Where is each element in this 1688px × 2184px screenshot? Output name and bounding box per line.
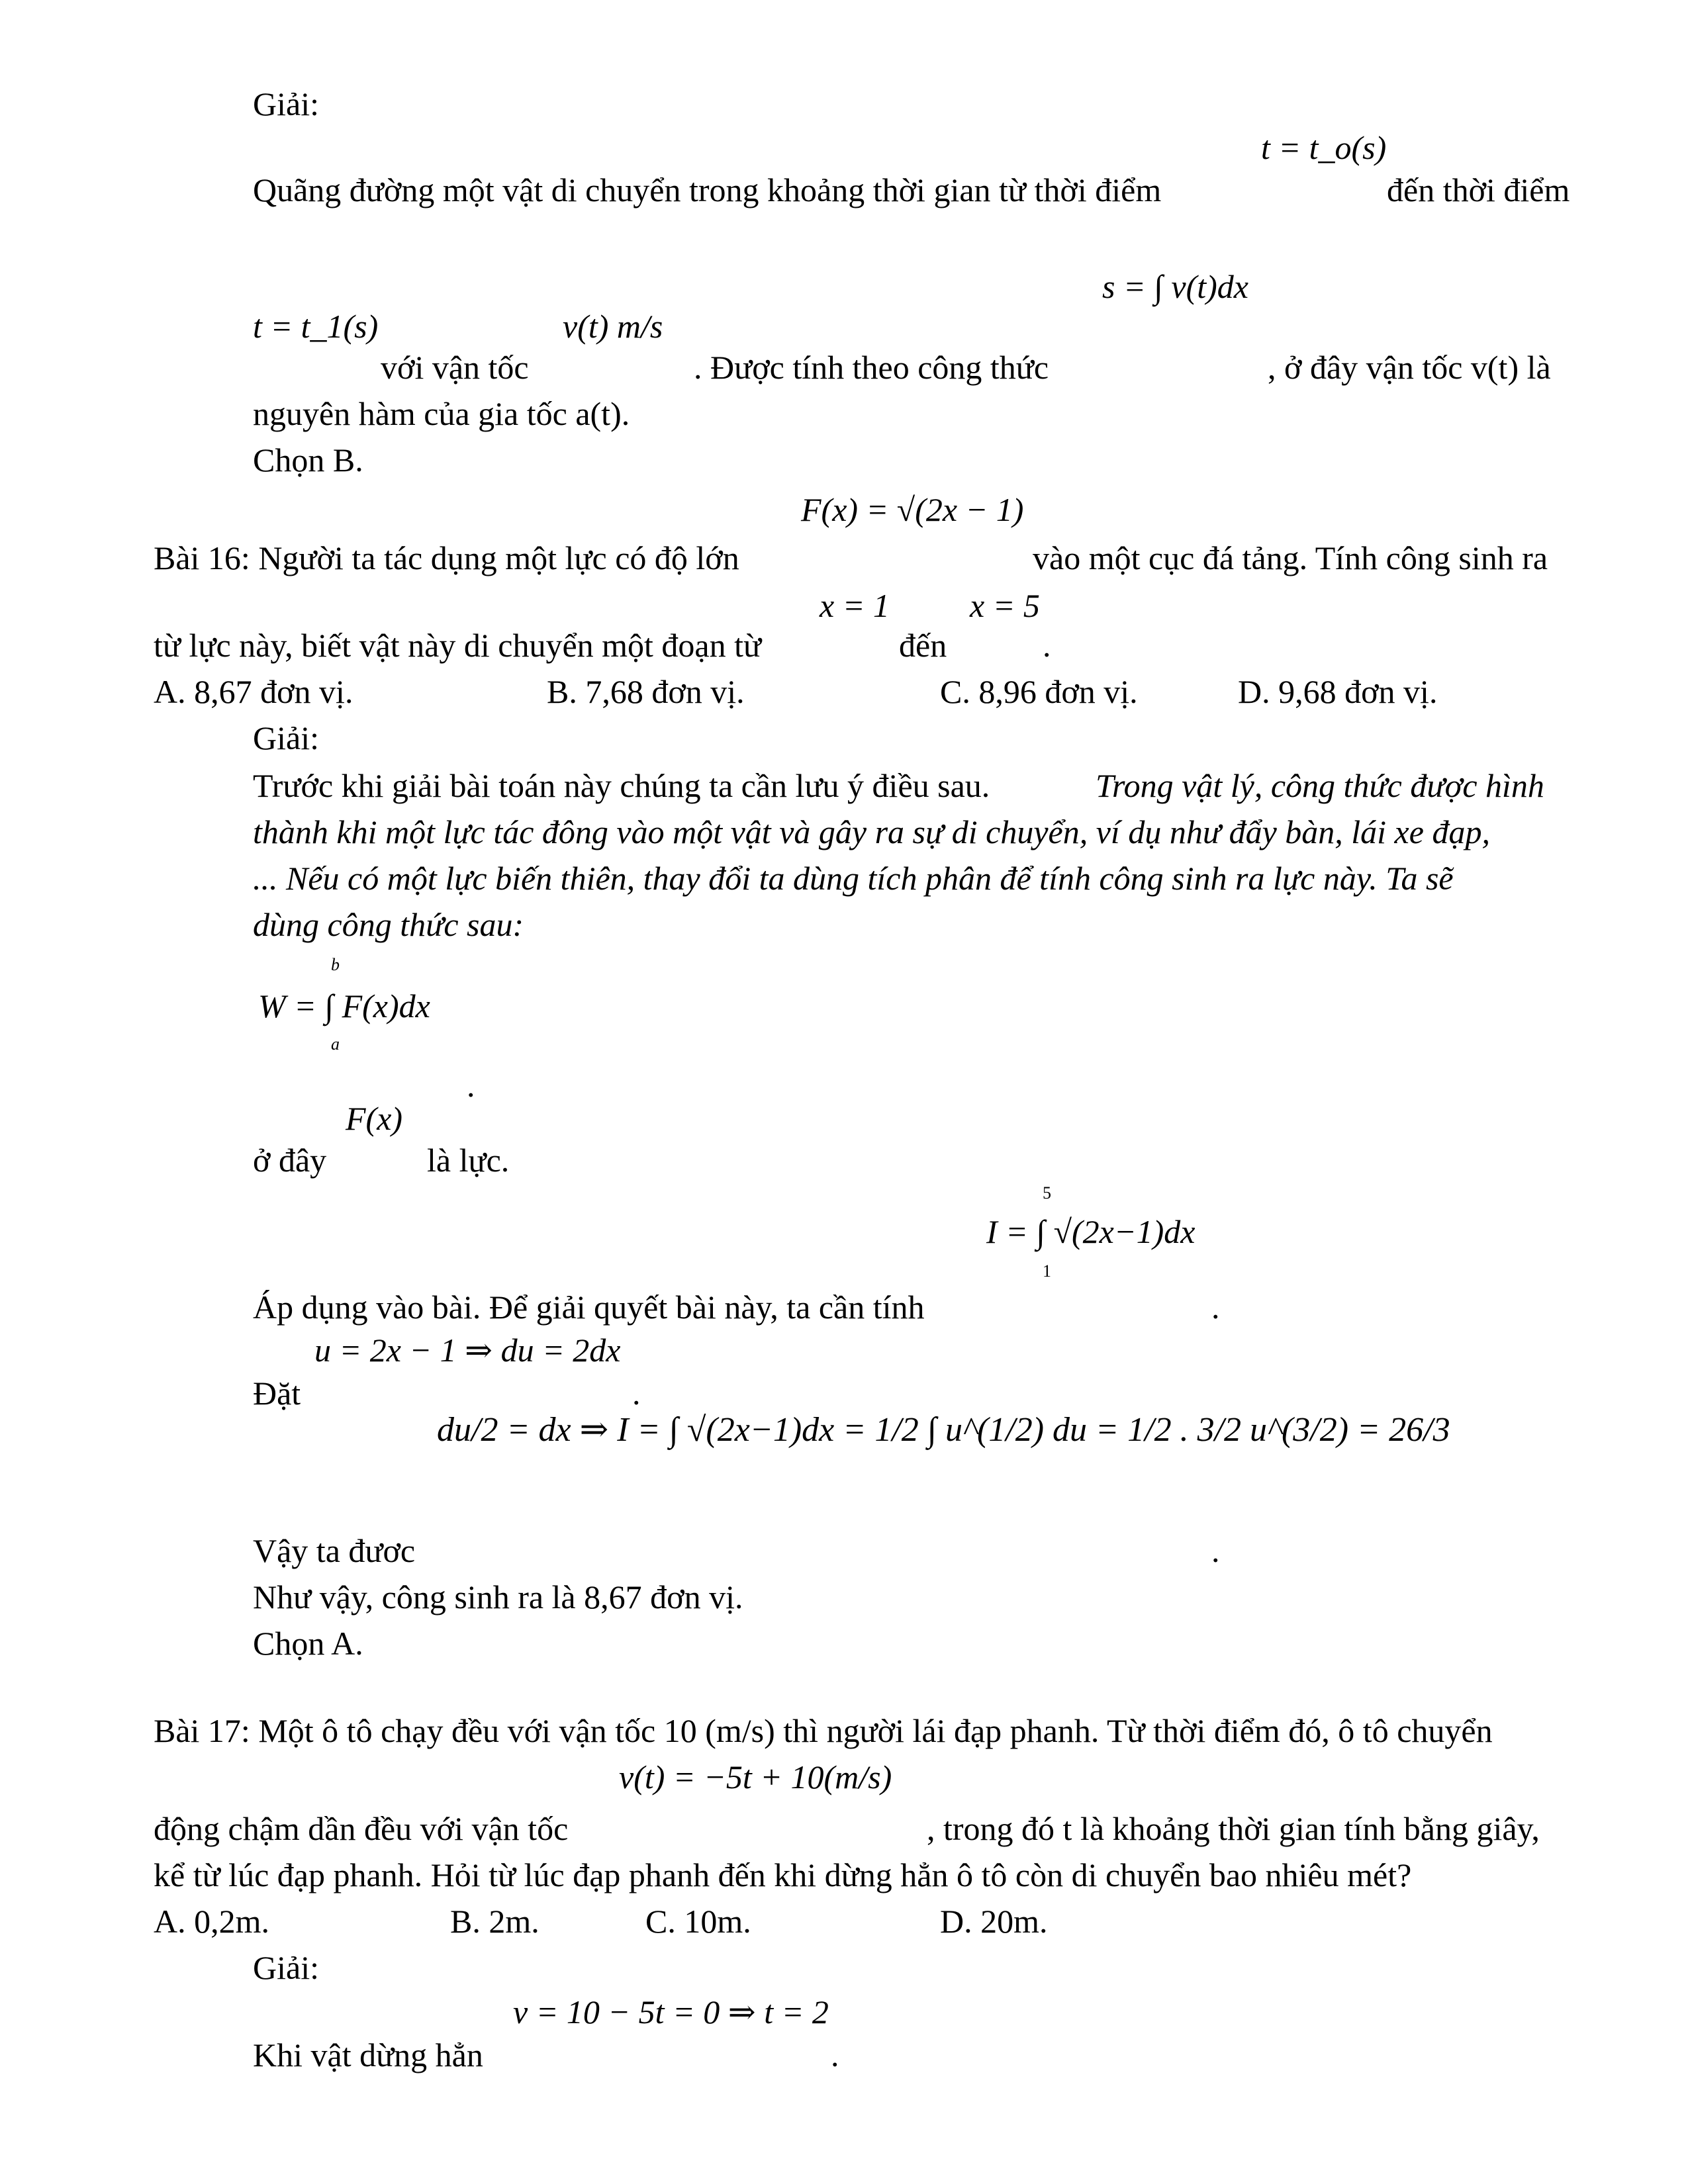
italic-text: dùng công thức sau: bbox=[253, 906, 524, 943]
italic-text: thành khi một lực tác đông vào một vật và gây ra sự di chuyển, ví dụ như đẩy bàn, lái xe đạp, bbox=[253, 813, 1490, 850]
text-line: đến bbox=[899, 627, 947, 664]
option-a: A. 0,2m. bbox=[154, 1903, 269, 1940]
text-line: , trong đó t là khoảng thời gian tính bằng giây, bbox=[927, 1810, 1540, 1847]
option-b: B. 2m. bbox=[450, 1903, 539, 1940]
x-start-formula: x = 1 bbox=[820, 587, 890, 624]
work-formula: W = ∫ F(x)dx bbox=[258, 987, 430, 1024]
text-line: từ lực này, biết vật này di chuyển một đoạn từ bbox=[154, 627, 762, 664]
option-b: B. 7,68 đơn vị. bbox=[547, 673, 745, 710]
velocity-formula: v(t) = −5t + 10(m/s) bbox=[619, 1758, 892, 1796]
t1-formula: t = t_1(s) bbox=[253, 308, 379, 345]
text-line: kể từ lúc đạp phanh. Hỏi từ lúc đạp phanh đến khi dừng hẳn ô tô còn di chuyển bao nhiêu mét? bbox=[154, 1856, 1412, 1893]
lower-limit: 1 bbox=[1043, 1261, 1051, 1281]
text-line: . bbox=[1043, 627, 1051, 664]
text-line: Như vậy, công sinh ra là 8,67 đơn vị. bbox=[253, 1578, 743, 1615]
text-line: Trước khi giải bài toán này chúng ta cần lưu ý điều sau. bbox=[253, 767, 990, 804]
answer-choice: Chọn B. bbox=[253, 441, 363, 478]
text-line: nguyên hàm của gia tốc a(t). bbox=[253, 395, 630, 432]
text-line: ở đây bbox=[253, 1142, 327, 1179]
answer-choice: Chọn A. bbox=[253, 1625, 363, 1662]
solution-label: Giải: bbox=[253, 85, 319, 122]
text-line: Khi vật dừng hẳn bbox=[253, 2036, 483, 2073]
Fx-formula: F(x) bbox=[346, 1100, 403, 1137]
stop-formula: v = 10 − 5t = 0 ⇒ t = 2 bbox=[513, 1993, 829, 2030]
text-line: là lực. bbox=[427, 1142, 510, 1179]
text-line: động chậm dần đều với vận tốc bbox=[154, 1810, 569, 1847]
integral-I-formula: I = ∫ √(2x−1)dx bbox=[986, 1213, 1196, 1250]
x-end-formula: x = 5 bbox=[970, 587, 1040, 624]
problem-17-statement: Bài 17: Một ô tô chạy đều với vận tốc 10 (m/s) thì người lái đạp phanh. Từ thời điểm đó, ô tô chuyển bbox=[154, 1712, 1493, 1749]
solution-label: Giải: bbox=[253, 1949, 319, 1986]
text-line: Đặt bbox=[253, 1375, 301, 1412]
text-line: . bbox=[1211, 1289, 1220, 1326]
italic-text: Trong vật lý, công thức được hình bbox=[1096, 767, 1544, 804]
text-line: . Được tính theo công thức bbox=[694, 349, 1049, 386]
option-c: C. 10m. bbox=[645, 1903, 751, 1940]
upper-limit: 5 bbox=[1043, 1183, 1051, 1203]
option-d: D. 20m. bbox=[940, 1903, 1048, 1940]
text-line: Quãng đường một vật di chuyển trong khoảng thời gian từ thời điểm bbox=[253, 171, 1162, 208]
option-a: A. 8,67 đơn vị. bbox=[154, 673, 353, 710]
computation-formula: du/2 = dx ⇒ I = ∫ √(2x−1)dx = 1/2 ∫ u^(1/2) du = 1/2 . 3/2 u^(3/2) = 26/3 bbox=[437, 1411, 1450, 1449]
velocity-formula: v(t) m/s bbox=[563, 308, 663, 345]
solution-label: Giải: bbox=[253, 719, 319, 756]
problem-16-statement: Bài 16: Người ta tác dụng một lực có độ lớn bbox=[154, 539, 739, 576]
text-line: . bbox=[632, 1375, 641, 1412]
text-line: , ở đây vận tốc v(t) là bbox=[1268, 349, 1551, 386]
lower-limit: a bbox=[331, 1034, 340, 1054]
text-line: đến thời điểm bbox=[1387, 171, 1570, 208]
text-line: với vận tốc bbox=[381, 349, 529, 386]
text-line: . bbox=[1211, 1532, 1220, 1569]
substitution-formula: u = 2x − 1 ⇒ du = 2dx bbox=[314, 1332, 621, 1369]
text-line: Áp dụng vào bài. Để giải quyết bài này, ta cần tính bbox=[253, 1289, 925, 1326]
text-line: Vậy ta đươc bbox=[253, 1532, 416, 1569]
text-line: . bbox=[831, 2036, 839, 2073]
upper-limit: b bbox=[331, 955, 340, 974]
distance-formula: s = ∫ v(t)dx bbox=[1102, 268, 1248, 305]
text-line: . bbox=[467, 1067, 475, 1104]
option-d: D. 9,68 đơn vị. bbox=[1238, 673, 1438, 710]
italic-text: ... Nếu có một lực biến thiên, thay đổi ta dùng tích phân để tính công sinh ra lực này. Ta sẽ bbox=[253, 860, 1454, 897]
option-c: C. 8,96 đơn vị. bbox=[940, 673, 1138, 710]
text-line: vào một cục đá tảng. Tính công sinh ra bbox=[1033, 539, 1548, 576]
t0-formula: t = t_o(s) bbox=[1261, 129, 1387, 166]
force-formula: F(x) = √(2x − 1) bbox=[801, 491, 1024, 528]
